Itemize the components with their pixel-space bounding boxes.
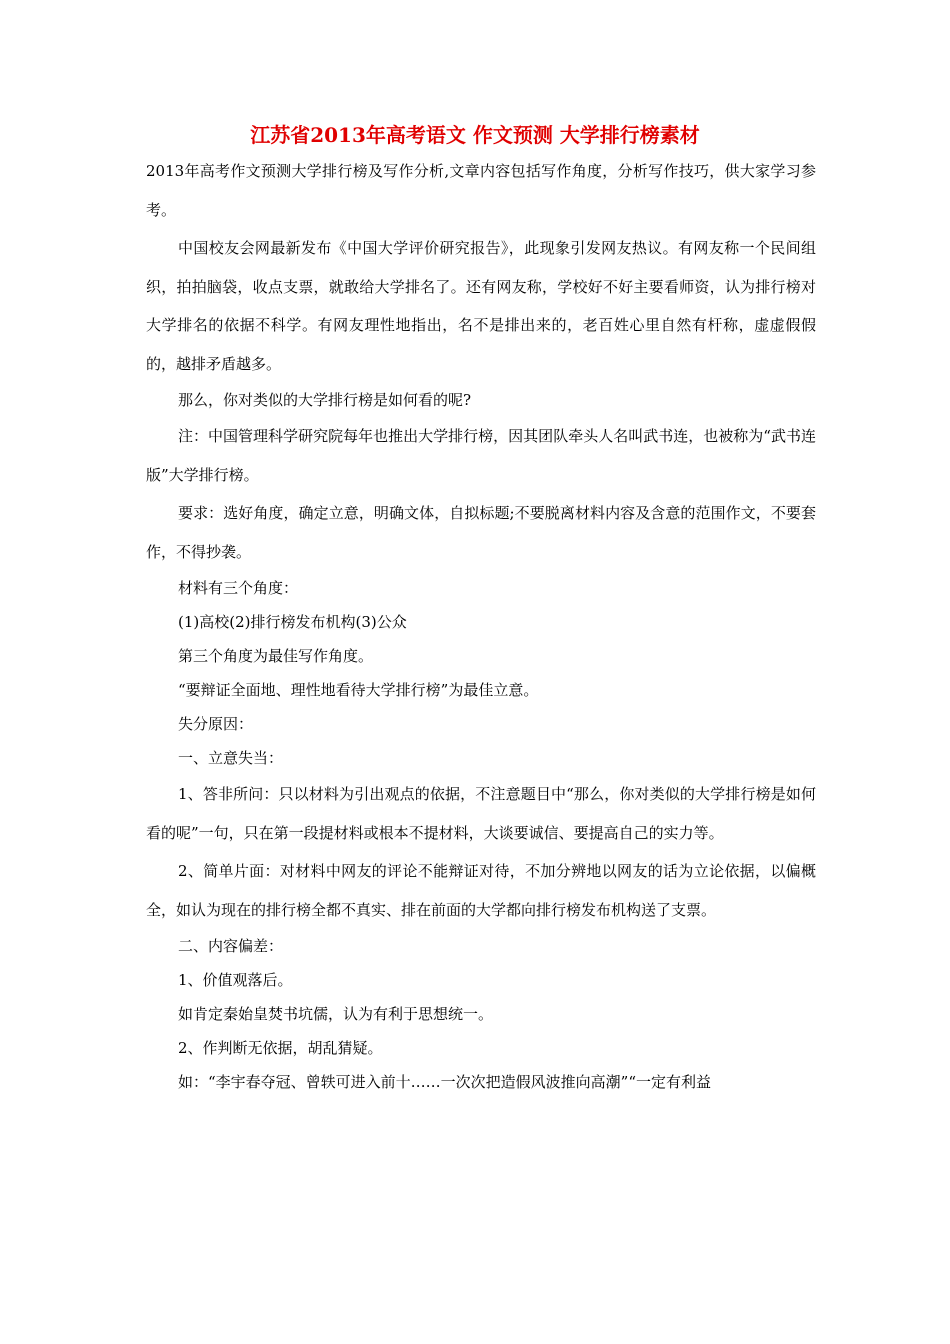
angles-list: (1)高校(2)排行榜发布机构(3)公众 bbox=[178, 613, 407, 631]
material-paragraph: 中国校友会网最新发布《中国大学评价研究报告》，此现象引发网友热议。有网友称一个民间组织，拍拍脑袋，收点支票，就敢给大学排名了。还有网友称，学校好不好主要看师资，认为排行榜对大学排名的依据不科学。有网友理性地指出，名不是排出来的，老百姓心里自然有杆称，虚虚假假的，越排矛盾越多。 bbox=[146, 239, 816, 373]
angles-heading: 材料有三个角度： bbox=[178, 579, 299, 597]
note-paragraph: 注：中国管理科学研究院每年也推出大学排行榜，因其团队牵头人名叫武书连，也被称为“武书连版”大学排行榜。 bbox=[146, 427, 816, 484]
section-two-heading: 二、内容偏差： bbox=[178, 937, 284, 955]
point-one-sided: 2、简单片面：对材料中网友的评论不能辩证对待，不加分辨地以网友的话为立论依据，以偏概全，如认为现在的排行榜全都不真实、排在前面的大学都向排行榜发布机构送了支票。 bbox=[146, 862, 816, 919]
example-paragraph: 如肯定秦始皇焚书坑儒，认为有利于思想统一。 bbox=[178, 1005, 494, 1023]
best-thesis-paragraph: “要辩证全面地、理性地看待大学排行榜”为最佳立意。 bbox=[178, 681, 539, 699]
question-paragraph: 那么，你对类似的大学排行榜是如何看的呢? bbox=[178, 391, 472, 409]
example-quote-paragraph: 如：“李宇春夺冠、曾轶可进入前十……一次次把造假风波推向高潮”“一定有利益 bbox=[178, 1073, 712, 1091]
requirement-paragraph: 要求：选好角度，确定立意，明确文体，自拟标题;不要脱离材料内容及含意的范围作文，不要套作，不得抄袭。 bbox=[146, 504, 816, 561]
document-body bbox=[146, 152, 816, 1099]
point-outdated-values: 1、价值观落后。 bbox=[178, 971, 293, 989]
point-baseless-judgment: 2、作判断无依据，胡乱猜疑。 bbox=[178, 1039, 383, 1057]
intro-paragraph: 2013年高考作文预测大学排行榜及写作分析,文章内容包括写作角度，分析写作技巧，供大家学习参考。 bbox=[146, 162, 816, 219]
point-off-topic: 1、答非所问：只以材料为引出观点的依据，不注意题目中“那么，你对类似的大学排行榜是如何看的呢”一句，只在第一段提材料或根本不提材料，大谈要诚信、要提高自己的实力等。 bbox=[146, 785, 816, 842]
best-angle-paragraph: 第三个角度为最佳写作角度。 bbox=[178, 647, 374, 665]
document-title: 江苏省2013年高考语文 作文预测 大学排行榜素材 bbox=[250, 123, 700, 147]
loss-reasons-heading: 失分原因： bbox=[178, 715, 254, 733]
section-one-heading: 一、立意失当： bbox=[178, 749, 284, 767]
